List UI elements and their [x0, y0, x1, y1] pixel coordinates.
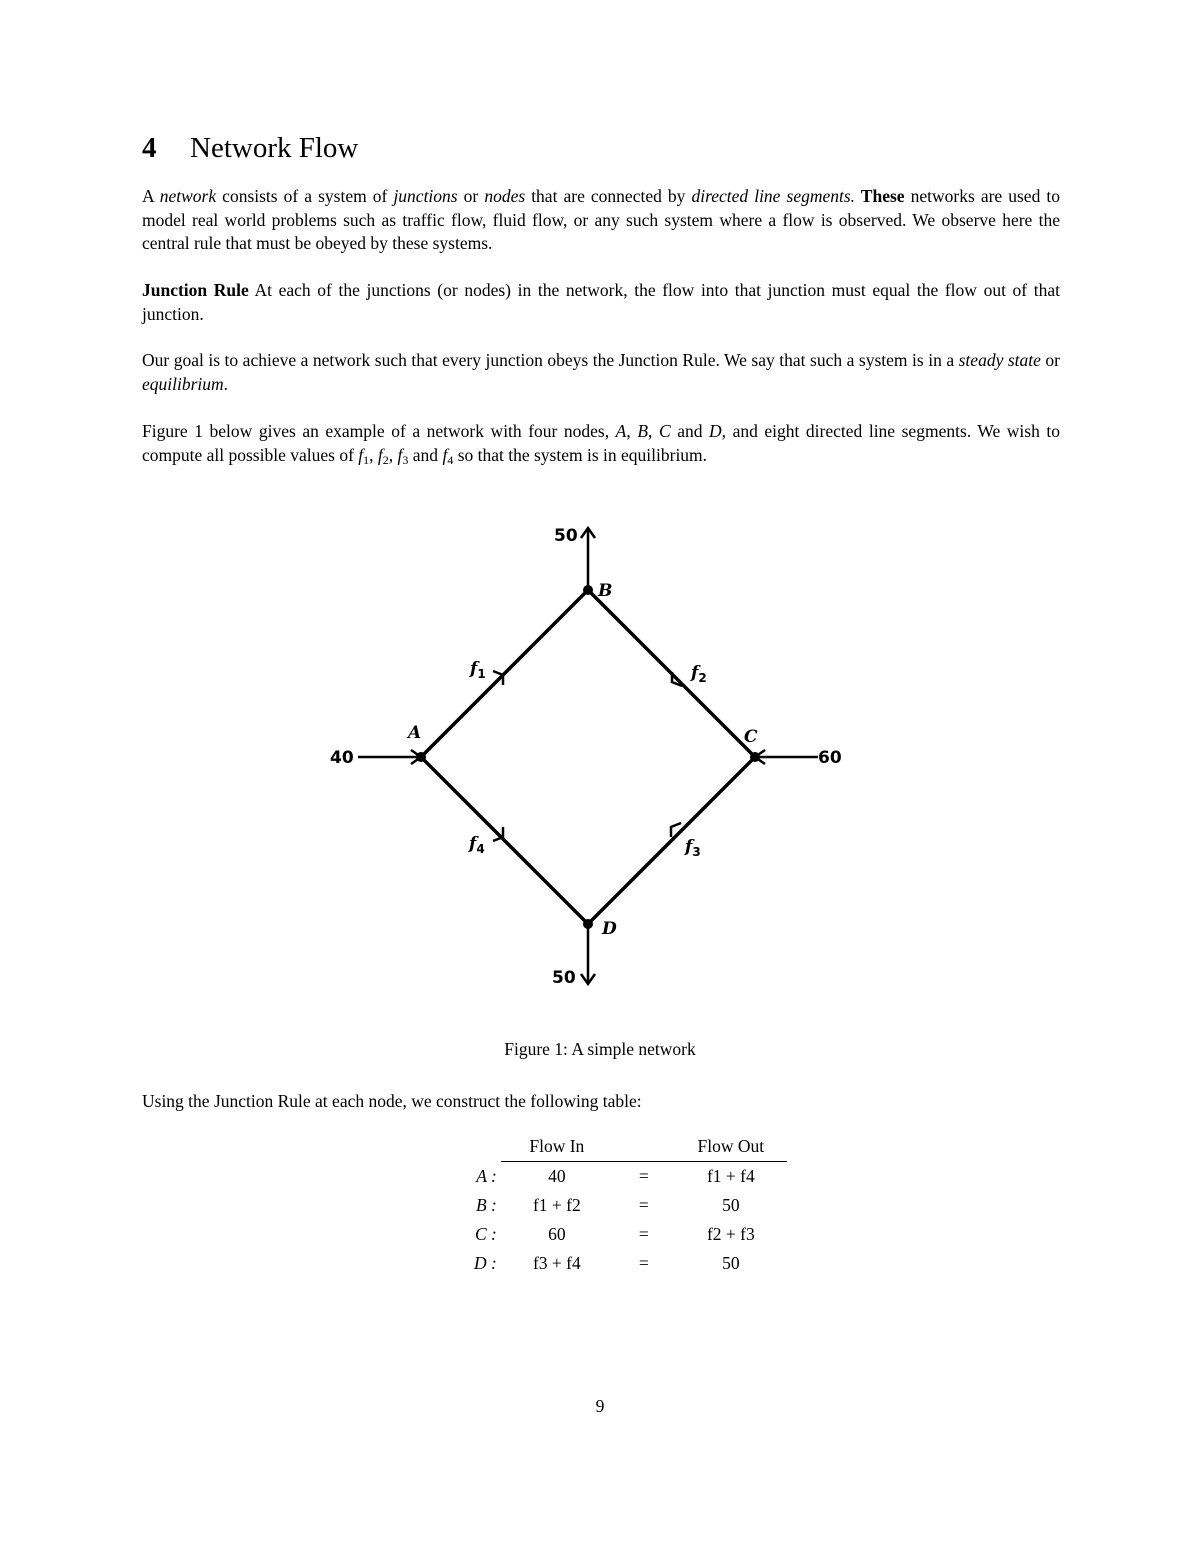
- node-C-dot: [750, 752, 760, 762]
- paragraph-figure-intro: Figure 1 below gives an example of a network with four nodes, A, B, C and D, and eight directed line segments. We wish to compute all possible values of $f_1$, $f_2$, $f_3$ and $f_4$ so that the system is in equilibrium.: [142, 421, 1061, 467]
- node-label-C: C: [744, 727, 758, 747]
- row-flow-in: 60: [548, 1224, 566, 1244]
- node-label-B: B: [598, 581, 613, 601]
- network-diagram: [300, 510, 900, 1000]
- header-flow-out: Flow Out: [675, 1132, 787, 1162]
- row-equals: =: [638, 1253, 649, 1273]
- page-number: 9: [595, 1396, 605, 1416]
- external-flow-into-A: 40: [330, 748, 354, 768]
- header-flow-in: Flow In: [501, 1132, 613, 1162]
- row-flow-in: 40: [548, 1166, 566, 1186]
- node-D-dot: [583, 919, 593, 929]
- row-flow-out: f2 + f3: [706, 1224, 755, 1244]
- node-A-dot: [416, 752, 426, 762]
- table-row: [468, 1191, 787, 1220]
- table-row: [468, 1220, 787, 1249]
- row-flow-in: f3 + f4: [532, 1253, 581, 1273]
- section-heading: [142, 132, 358, 165]
- section-number: 4: [142, 132, 157, 164]
- node-label-D: D: [602, 919, 617, 939]
- row-node: A :: [476, 1165, 497, 1186]
- figure-caption: Figure 1: A simple network: [504, 1039, 696, 1059]
- paragraph-goal: Our goal is to achieve a network such that every junction obeys the Junction Rule. We say that such a system is in a steady state or equilibrium.: [142, 350, 1060, 394]
- flow-label-f1: $f_1$: [470, 659, 486, 681]
- paragraph-junction-rule: Junction Rule At each of the junctions (or nodes) in the network, the flow into that junction must equal the flow out of that junction.: [142, 280, 1061, 324]
- row-node: D :: [474, 1253, 497, 1273]
- row-node: B :: [475, 1195, 497, 1215]
- row-equals: =: [638, 1195, 649, 1215]
- edge-f1: [421, 590, 588, 757]
- row-flow-out: 50: [722, 1253, 740, 1273]
- edge-f3: [588, 757, 755, 924]
- node-B-dot: [583, 585, 593, 595]
- row-flow-in: f1 + f2: [532, 1195, 581, 1215]
- row-node: C :: [474, 1224, 497, 1244]
- row-flow-out: 50: [722, 1195, 740, 1215]
- node-label-A: A: [408, 723, 422, 743]
- paragraph-table-intro: Using the Junction Rule at each node, we construct the following table:: [142, 1091, 642, 1111]
- flow-label-f3: $f_3$: [685, 837, 701, 859]
- external-flow-out-of-D: 50: [552, 968, 576, 988]
- external-flow-into-C: 60: [818, 748, 842, 768]
- table-header-row: [468, 1132, 787, 1162]
- row-equals: =: [638, 1166, 649, 1186]
- flow-label-f4: $f_4$: [469, 834, 485, 856]
- junction-table: [468, 1132, 787, 1278]
- row-equals: =: [638, 1224, 649, 1244]
- edge-f4: [421, 757, 588, 924]
- row-flow-out: f1 + f4: [706, 1166, 755, 1186]
- table-row: [468, 1249, 787, 1278]
- external-flow-out-of-B: 50: [554, 526, 578, 546]
- table-row: [468, 1162, 787, 1192]
- flow-label-f2: $f_2$: [691, 663, 707, 685]
- section-title: Network Flow: [190, 132, 359, 164]
- paragraph-network-definition: A network consists of a system of junctions or nodes that are connected by directed line segments. These networks are used to model real world problems such as traffic flow, fluid flow, or any such system where a flow is observed. We observe here the central rule that must be obeyed by these systems.: [142, 186, 1060, 253]
